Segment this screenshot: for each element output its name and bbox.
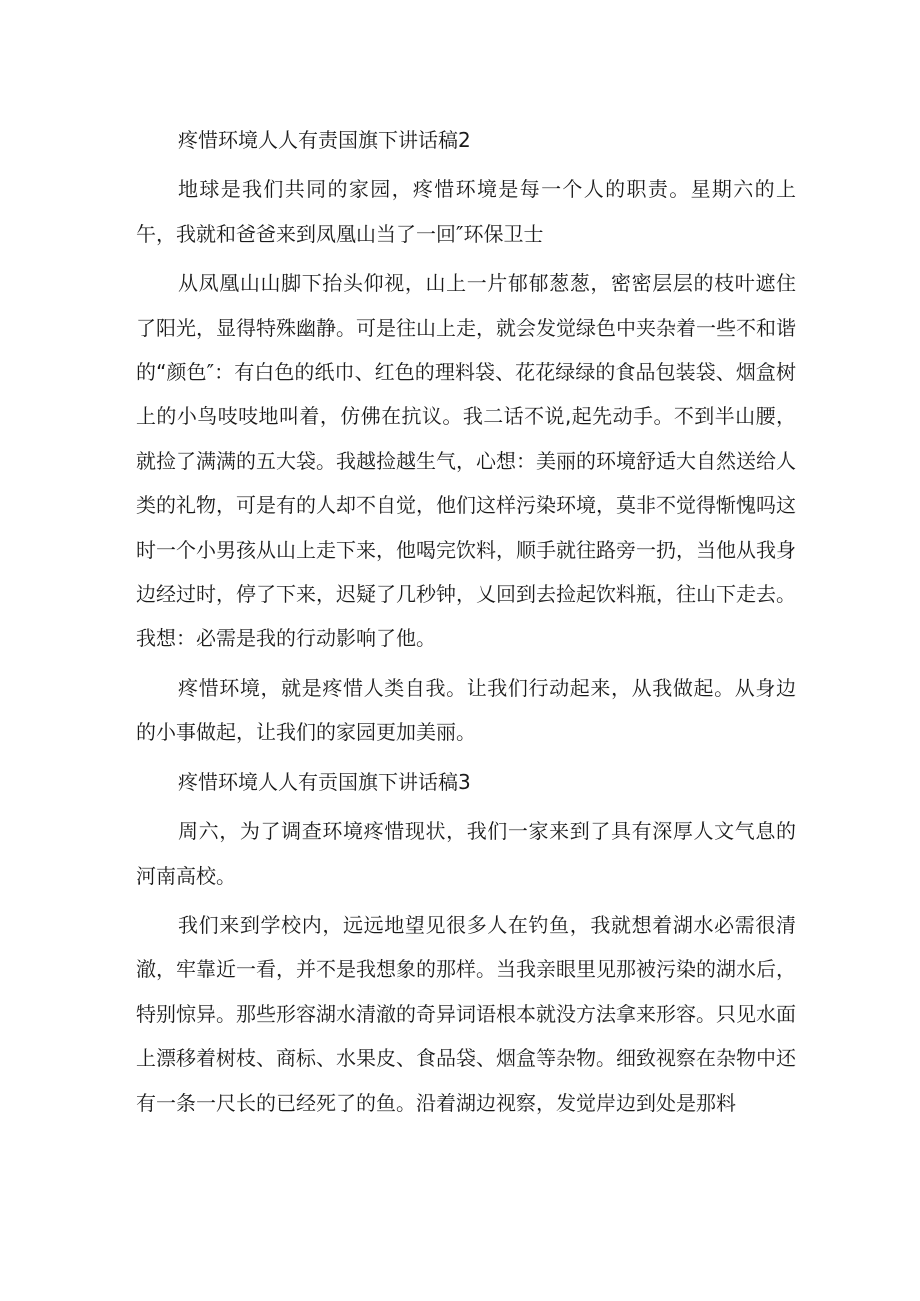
paragraph: 地球是我们共同的家园，疼惜环境是每一个人的职责。星期六的上午，我就和爸爸来到凤凰山当了一回″环保卫士 (136, 177, 796, 246)
section-heading: 疼惜环境人人有贡国旗下讲话稿3 (178, 769, 471, 794)
paragraph: 疼惜环境，就是疼惜人类自我。让我们行动起来，从我做起。从身边的小事做起，让我们的家园更加美丽。 (136, 675, 796, 745)
document-body (136, 118, 796, 1130)
section-heading: 疼惜环境人人有责国旗下讲话稿2 (178, 128, 471, 152)
paragraph: 我们来到学校内，远远地望见很多人在钓鱼，我就想着湖水必需很清澈，牢靠近一看，并不是我想象的那样。当我亲眼里见那被污染的湖水后，特别惊异。那些形容湖水清澈的奇异词语根本就没方法拿来形容。只见水面上漂移着树枝、商标、水果皮、食品袋、烟盒等杂物。细致视察在杂物中还有一条一尺长的已经死了的鱼。沿着湖边视察，发觉岸边到处是那料 (136, 912, 796, 1115)
paragraph: 周六，为了调查环境疼惜现状，我们一家来到了具有深厚人文气息的河南高校。 (136, 819, 796, 888)
paragraph: 从凤凰山山脚下抬头仰视，山上一片郁郁葱葱，密密层层的枝叶遮住了阳光，显得特殊幽静。可是往山上走，就会发觉绿色中夹杂着一些不和谐的“颜色″：有白色的纸巾、红色的理料袋、花花绿绿的食品包装袋、烟盒树上的小鸟吱吱地叫着，仿佛在抗议。我二话不说,起先动手。不到半山腰，就捡了满满的五大袋。我越捡越生气，心想：美丽的环境舒适大自然送给人类的礼物，可是有的人却不自觉，他们这样污染环境，莫非不觉得惭愧吗这时一个小男孩从山上走下来，他喝完饮料，顺手就往路旁一扔，当他从我身边经过时，停了下来，迟疑了几秒钟，乂回到去捡起饮料瓶，往山下走去。我想：必需是我的行动影响了他。 (136, 271, 796, 651)
